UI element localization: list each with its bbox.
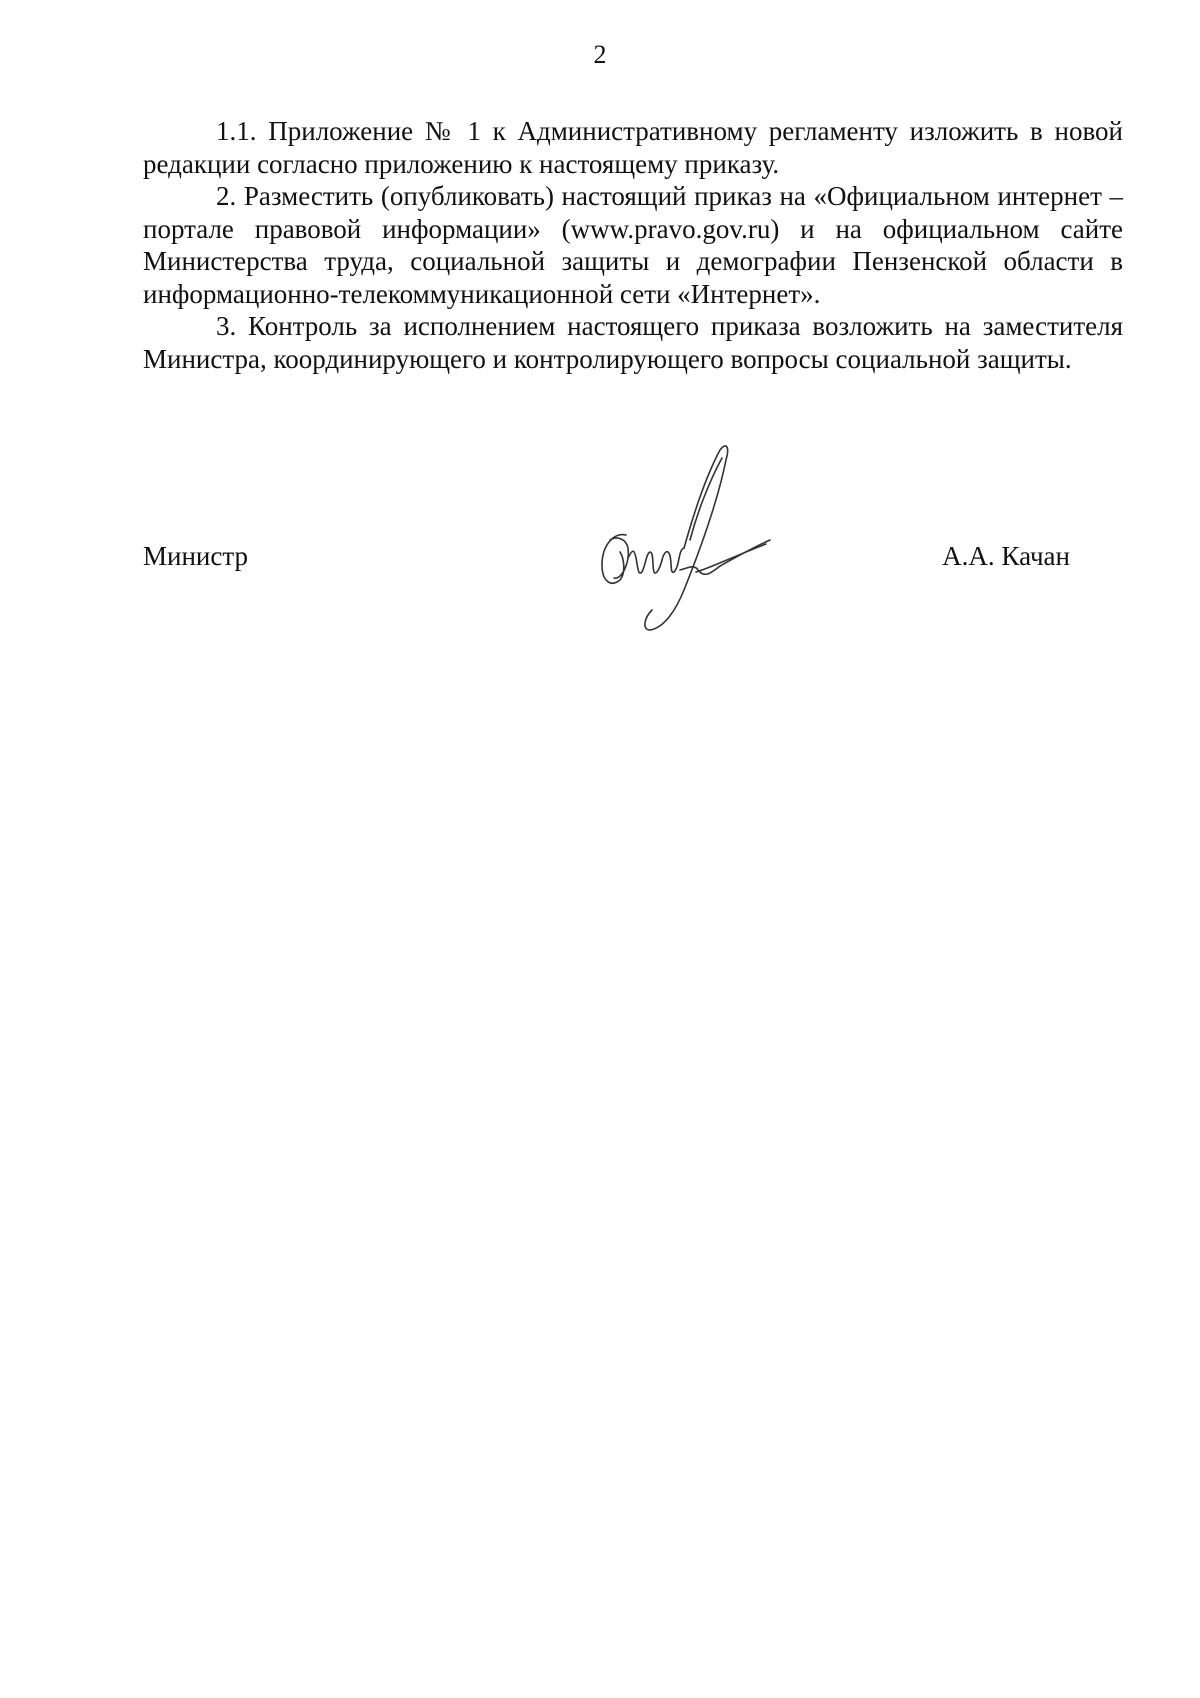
signer-name: А.А. Качан [942, 541, 1070, 571]
document-body [143, 115, 1123, 375]
page-number: 2 [593, 40, 607, 69]
handwritten-signature [580, 440, 795, 660]
paragraph-2: 2. Разместить (опубликовать) настоящий приказ на «Официальном интернет – портале правовой информации» (www.pravo.gov.ru) и на официальном сайте Министерства труда, социальной защиты и демографии Пензенской области в информационно-телекоммуникационной сети «Интернет». [143, 181, 1123, 309]
paragraph-1-1: 1.1. Приложение № 1 к Административному регламенту изложить в новой редакции согласно приложению к настоящему приказу. [143, 116, 1123, 179]
signature-block [0, 440, 1200, 670]
paragraph-3: 3. Контроль за исполнением настоящего приказа возложить на заместителя Министра, координирующего и контролирующего вопросы социальной защиты. [143, 311, 1123, 374]
signer-title: Министр [143, 541, 248, 571]
